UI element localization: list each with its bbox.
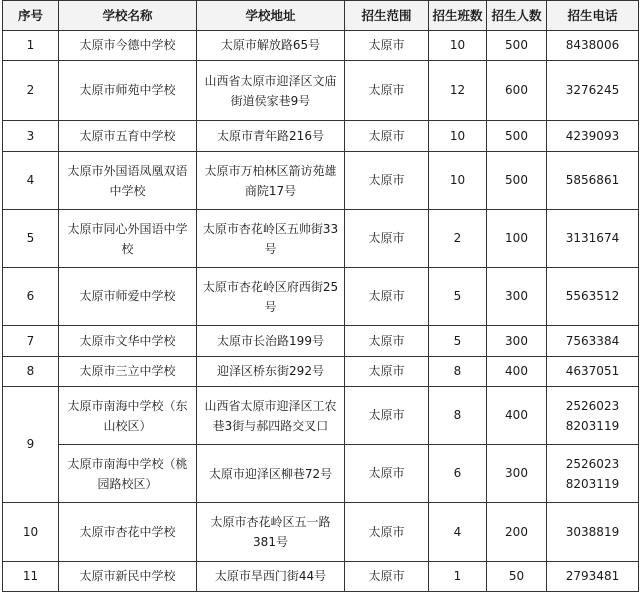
cell-no: 1 bbox=[3, 31, 59, 61]
cell-students: 400 bbox=[487, 387, 547, 445]
table-row bbox=[3, 503, 639, 562]
cell-name: 太原市南海中学校（东山校区） bbox=[59, 387, 197, 445]
cell-name: 太原市杏花中学校 bbox=[59, 503, 197, 562]
cell-classes: 5 bbox=[429, 326, 487, 357]
cell-classes: 10 bbox=[429, 31, 487, 61]
cell-no: 3 bbox=[3, 121, 59, 152]
cell-scope: 太原市 bbox=[345, 61, 429, 121]
header-cell-no: 序号 bbox=[3, 1, 59, 31]
cell-scope: 太原市 bbox=[345, 121, 429, 152]
table-row bbox=[3, 61, 639, 121]
cell-phone: 2526023 8203119 bbox=[547, 445, 639, 503]
cell-address: 太原市迎泽区柳巷72号 bbox=[197, 445, 345, 503]
header-cell-name: 学校名称 bbox=[59, 1, 197, 31]
cell-phone: 4239093 bbox=[547, 121, 639, 152]
cell-scope: 太原市 bbox=[345, 210, 429, 268]
cell-no: 2 bbox=[3, 61, 59, 121]
cell-phone: 4637051 bbox=[547, 357, 639, 387]
cell-classes: 10 bbox=[429, 152, 487, 210]
cell-address: 山西省太原市迎泽区工农巷3街与郝四路交叉口 bbox=[197, 387, 345, 445]
cell-classes: 6 bbox=[429, 445, 487, 503]
cell-classes: 8 bbox=[429, 387, 487, 445]
cell-phone: 5856861 bbox=[547, 152, 639, 210]
cell-students: 500 bbox=[487, 121, 547, 152]
cell-scope: 太原市 bbox=[345, 445, 429, 503]
cell-phone: 3276245 bbox=[547, 61, 639, 121]
cell-name: 太原市三立中学校 bbox=[59, 357, 197, 387]
enrollment-table bbox=[2, 0, 639, 592]
cell-scope: 太原市 bbox=[345, 326, 429, 357]
cell-address: 太原市旱西门街44号 bbox=[197, 562, 345, 592]
header-row bbox=[3, 1, 639, 31]
cell-name: 太原市师爱中学校 bbox=[59, 268, 197, 326]
cell-students: 300 bbox=[487, 268, 547, 326]
cell-students: 500 bbox=[487, 152, 547, 210]
cell-scope: 太原市 bbox=[345, 152, 429, 210]
cell-no: 7 bbox=[3, 326, 59, 357]
cell-scope: 太原市 bbox=[345, 503, 429, 562]
cell-no: 11 bbox=[3, 562, 59, 592]
cell-name: 太原市新民中学校 bbox=[59, 562, 197, 592]
cell-students: 300 bbox=[487, 445, 547, 503]
cell-students: 600 bbox=[487, 61, 547, 121]
table-row bbox=[3, 357, 639, 387]
header-cell-students: 招生人数 bbox=[487, 1, 547, 31]
cell-scope: 太原市 bbox=[345, 562, 429, 592]
cell-address: 太原市长治路199号 bbox=[197, 326, 345, 357]
cell-classes: 10 bbox=[429, 121, 487, 152]
header-cell-scope: 招生范围 bbox=[345, 1, 429, 31]
cell-scope: 太原市 bbox=[345, 387, 429, 445]
cell-name: 太原市今德中学校 bbox=[59, 31, 197, 61]
cell-name: 太原市师苑中学校 bbox=[59, 61, 197, 121]
cell-phone: 8438006 bbox=[547, 31, 639, 61]
table-row bbox=[3, 445, 639, 503]
cell-students: 500 bbox=[487, 31, 547, 61]
cell-phone: 2526023 8203119 bbox=[547, 387, 639, 445]
cell-name: 太原市同心外国语中学校 bbox=[59, 210, 197, 268]
cell-scope: 太原市 bbox=[345, 31, 429, 61]
cell-classes: 8 bbox=[429, 357, 487, 387]
cell-phone: 2793481 bbox=[547, 562, 639, 592]
cell-no: 6 bbox=[3, 268, 59, 326]
cell-no: 8 bbox=[3, 357, 59, 387]
header-cell-classes: 招生班数 bbox=[429, 1, 487, 31]
cell-phone: 3038819 bbox=[547, 503, 639, 562]
cell-classes: 5 bbox=[429, 268, 487, 326]
cell-students: 300 bbox=[487, 326, 547, 357]
table-row bbox=[3, 326, 639, 357]
table-row bbox=[3, 268, 639, 326]
table-row bbox=[3, 31, 639, 61]
cell-students: 400 bbox=[487, 357, 547, 387]
cell-address: 迎泽区桥东街292号 bbox=[197, 357, 345, 387]
cell-classes: 4 bbox=[429, 503, 487, 562]
cell-name: 太原市五育中学校 bbox=[59, 121, 197, 152]
cell-no: 10 bbox=[3, 503, 59, 562]
table-row bbox=[3, 121, 639, 152]
cell-phone: 3131674 bbox=[547, 210, 639, 268]
cell-address: 太原市解放路65号 bbox=[197, 31, 345, 61]
cell-scope: 太原市 bbox=[345, 268, 429, 326]
cell-phone: 7563384 bbox=[547, 326, 639, 357]
table-row bbox=[3, 210, 639, 268]
cell-phone: 5563512 bbox=[547, 268, 639, 326]
cell-address: 山西省太原市迎泽区文庙街道侯家巷9号 bbox=[197, 61, 345, 121]
cell-name: 太原市文华中学校 bbox=[59, 326, 197, 357]
cell-no: 9 bbox=[3, 387, 59, 503]
cell-address: 太原市青年路216号 bbox=[197, 121, 345, 152]
cell-address: 太原市杏花岭区府西街25号 bbox=[197, 268, 345, 326]
cell-classes: 1 bbox=[429, 562, 487, 592]
cell-no: 4 bbox=[3, 152, 59, 210]
table-row bbox=[3, 562, 639, 592]
cell-scope: 太原市 bbox=[345, 357, 429, 387]
cell-students: 50 bbox=[487, 562, 547, 592]
cell-name: 太原市外国语凤凰双语中学校 bbox=[59, 152, 197, 210]
cell-classes: 2 bbox=[429, 210, 487, 268]
cell-address: 太原市杏花岭区五一路381号 bbox=[197, 503, 345, 562]
cell-no: 5 bbox=[3, 210, 59, 268]
table-row bbox=[3, 152, 639, 210]
cell-address: 太原市杏花岭区五帅街33号 bbox=[197, 210, 345, 268]
header-cell-phone: 招生电话 bbox=[547, 1, 639, 31]
cell-students: 100 bbox=[487, 210, 547, 268]
cell-students: 200 bbox=[487, 503, 547, 562]
cell-name: 太原市南海中学校（桃园路校区） bbox=[59, 445, 197, 503]
cell-address: 太原市万柏林区箭访苑雄商院17号 bbox=[197, 152, 345, 210]
table-row bbox=[3, 387, 639, 445]
cell-classes: 12 bbox=[429, 61, 487, 121]
header-cell-address: 学校地址 bbox=[197, 1, 345, 31]
